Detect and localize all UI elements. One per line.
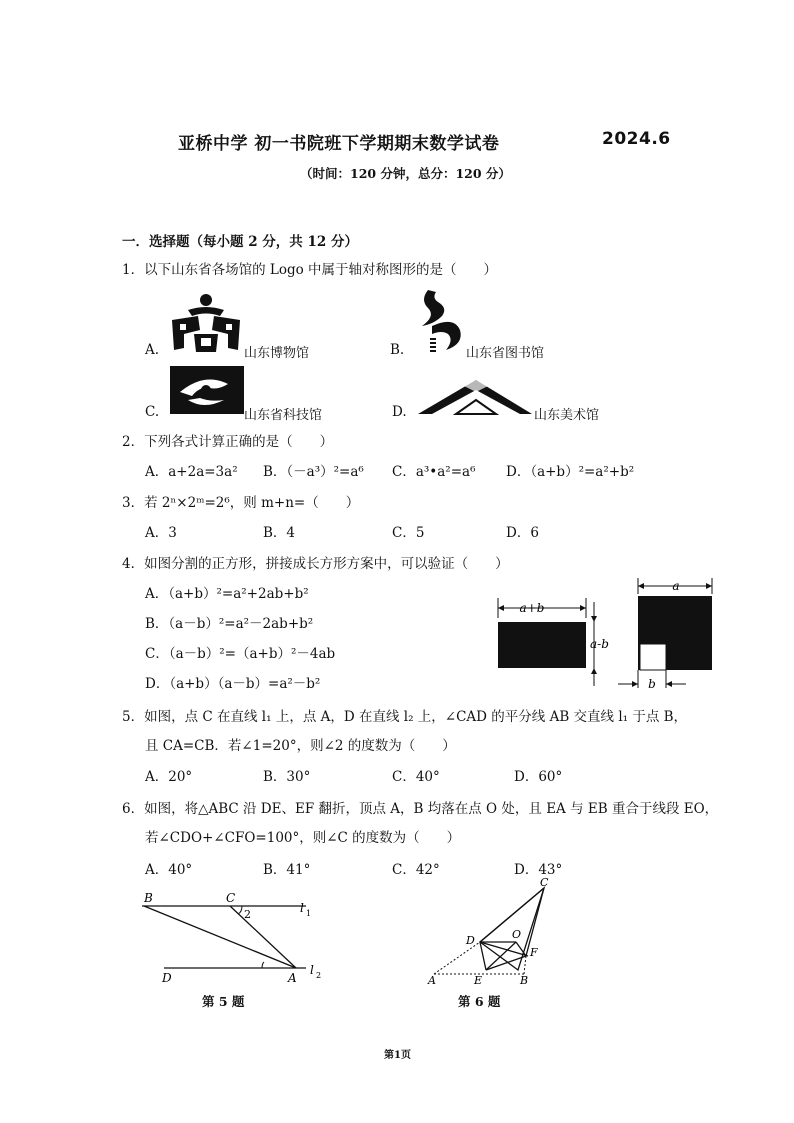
q2-option-a: A．a+2a=3a² bbox=[145, 464, 238, 480]
q4-label-a-plus-b: a+b bbox=[519, 601, 545, 615]
exam-title: 亚桥中学 初一书院班下学期期末数学试卷 bbox=[178, 134, 500, 154]
q5-option-b: B．30° bbox=[263, 769, 311, 785]
fig5-label-b: B bbox=[144, 891, 153, 905]
q2-option-b: B．（－a³）²=a⁶ bbox=[263, 464, 364, 480]
art-museum-logo-icon bbox=[416, 376, 534, 416]
q4-square-group bbox=[618, 578, 712, 691]
q3-stem: 3．若 2ⁿ×2ᵐ=2⁶，则 m+n=（ ） bbox=[122, 495, 360, 511]
q1-option-c-letter: C. bbox=[145, 404, 160, 420]
q6-option-c: C．42° bbox=[392, 862, 440, 878]
q4-option-b: B．（a－b）²=a²－2ab+b² bbox=[145, 616, 314, 632]
q3-option-d: D．6 bbox=[506, 525, 539, 541]
exam-subtitle: （时间：120 分钟，总分：120 分） bbox=[300, 166, 511, 181]
fig6-caption: 第 6 题 bbox=[458, 994, 501, 1009]
q4-label-a-minus-b: a-b bbox=[590, 637, 609, 651]
fig5-caption: 第 5 题 bbox=[202, 994, 245, 1009]
fig6-label-d: D bbox=[466, 934, 475, 947]
q4-label-a: a bbox=[672, 579, 680, 593]
q4-stem: 4．如图分割的正方形，拼接成长方形方案中，可以验证（ ） bbox=[122, 556, 509, 572]
q6-option-a: A．40° bbox=[145, 862, 193, 878]
figure-q6 bbox=[420, 876, 570, 988]
museum-logo-icon bbox=[170, 290, 242, 356]
q4-rectangle bbox=[498, 622, 586, 668]
fig6-label-e: E bbox=[474, 974, 483, 987]
section-heading: 一．选择题（每小题 2 分，共 12 分） bbox=[122, 234, 358, 250]
q2-option-c: C．a³•a²=a⁶ bbox=[392, 464, 476, 480]
fig5-label-angle2: 2 bbox=[244, 908, 251, 921]
q4-rect-group bbox=[498, 598, 609, 686]
segment-ca bbox=[230, 906, 296, 968]
q4-option-c: C．（a－b）²=（a+b）²－4ab bbox=[145, 646, 336, 662]
q4-label-b: b bbox=[648, 677, 656, 691]
q4-figure bbox=[490, 578, 720, 692]
q1-stem: 1．以下山东省各场馆的 Logo 中属于轴对称图形的是（ ） bbox=[122, 262, 498, 278]
q6-option-d: D．43° bbox=[514, 862, 563, 878]
page-number: 第1页 bbox=[384, 1050, 411, 1061]
fig6-label-c: C bbox=[540, 876, 549, 889]
q1-option-b-letter: B. bbox=[390, 342, 405, 358]
fig6-label-f: F bbox=[530, 946, 538, 959]
fig5-label-l1: l bbox=[300, 901, 304, 915]
q1-option-d-caption: 山东美术馆 bbox=[534, 408, 600, 423]
q1-option-c-caption: 山东省科技馆 bbox=[244, 408, 323, 423]
library-logo-icon bbox=[414, 286, 464, 358]
q3-option-b: B．4 bbox=[263, 525, 296, 541]
fig5-label-d: D bbox=[162, 971, 172, 985]
fig5-label-a: A bbox=[288, 971, 297, 985]
q6-line1: 6．如图，将△ABC 沿 DE、EF 翻折，顶点 A，B 均落在点 O 处，且 EA 与 EB 重合于线段 EO， bbox=[122, 801, 719, 817]
fig5-label-l2-sub: 2 bbox=[316, 971, 322, 980]
q1-option-b-caption: 山东省图书馆 bbox=[466, 346, 545, 361]
q6-line2: 若∠CDO+∠CFO=100°，则∠C 的度数为（ ） bbox=[145, 830, 461, 846]
figure-q5 bbox=[130, 886, 330, 986]
q5-line1: 5．如图，点 C 在直线 l₁ 上，点 A，D 在直线 l₂ 上，∠CAD 的平分线 AB 交直线 l₁ 于点 B， bbox=[122, 709, 688, 725]
q3-option-c: C．5 bbox=[392, 525, 425, 541]
fig6-label-b: B bbox=[520, 974, 529, 987]
q5-option-d: D．60° bbox=[514, 769, 563, 785]
segment-ab bbox=[144, 906, 296, 968]
q4-option-d: D．（a+b）（a－b）=a²－b² bbox=[145, 676, 321, 692]
q2-option-d: D．（a+b）²=a²+b² bbox=[506, 464, 635, 480]
fig5-label-l1-sub: 1 bbox=[306, 909, 312, 918]
exam-date: 2024.6 bbox=[602, 129, 671, 149]
q2-stem: 2．下列各式计算正确的是（ ） bbox=[122, 434, 334, 450]
fig6-label-o: O bbox=[512, 928, 522, 941]
q4-small-square bbox=[640, 644, 666, 670]
q3-option-a: A．3 bbox=[145, 525, 177, 541]
q4-option-a: A．（a+b）²=a²+2ab+b² bbox=[145, 586, 309, 602]
q1-option-a-caption: 山东博物馆 bbox=[244, 346, 310, 361]
q5-option-a: A．20° bbox=[145, 769, 193, 785]
q6-option-b: B．41° bbox=[263, 862, 311, 878]
q5-option-c: C．40° bbox=[392, 769, 440, 785]
q1-option-a-letter: A. bbox=[145, 342, 160, 358]
q1-option-d-letter: D. bbox=[392, 404, 407, 420]
fig5-label-l2: l bbox=[310, 963, 314, 977]
fig6-label-a: A bbox=[428, 974, 436, 987]
q5-line2: 且 CA=CB．若∠1=20°，则∠2 的度数为（ ） bbox=[145, 738, 456, 754]
fig5-label-c: C bbox=[226, 891, 236, 905]
science-museum-logo-icon bbox=[170, 366, 244, 414]
